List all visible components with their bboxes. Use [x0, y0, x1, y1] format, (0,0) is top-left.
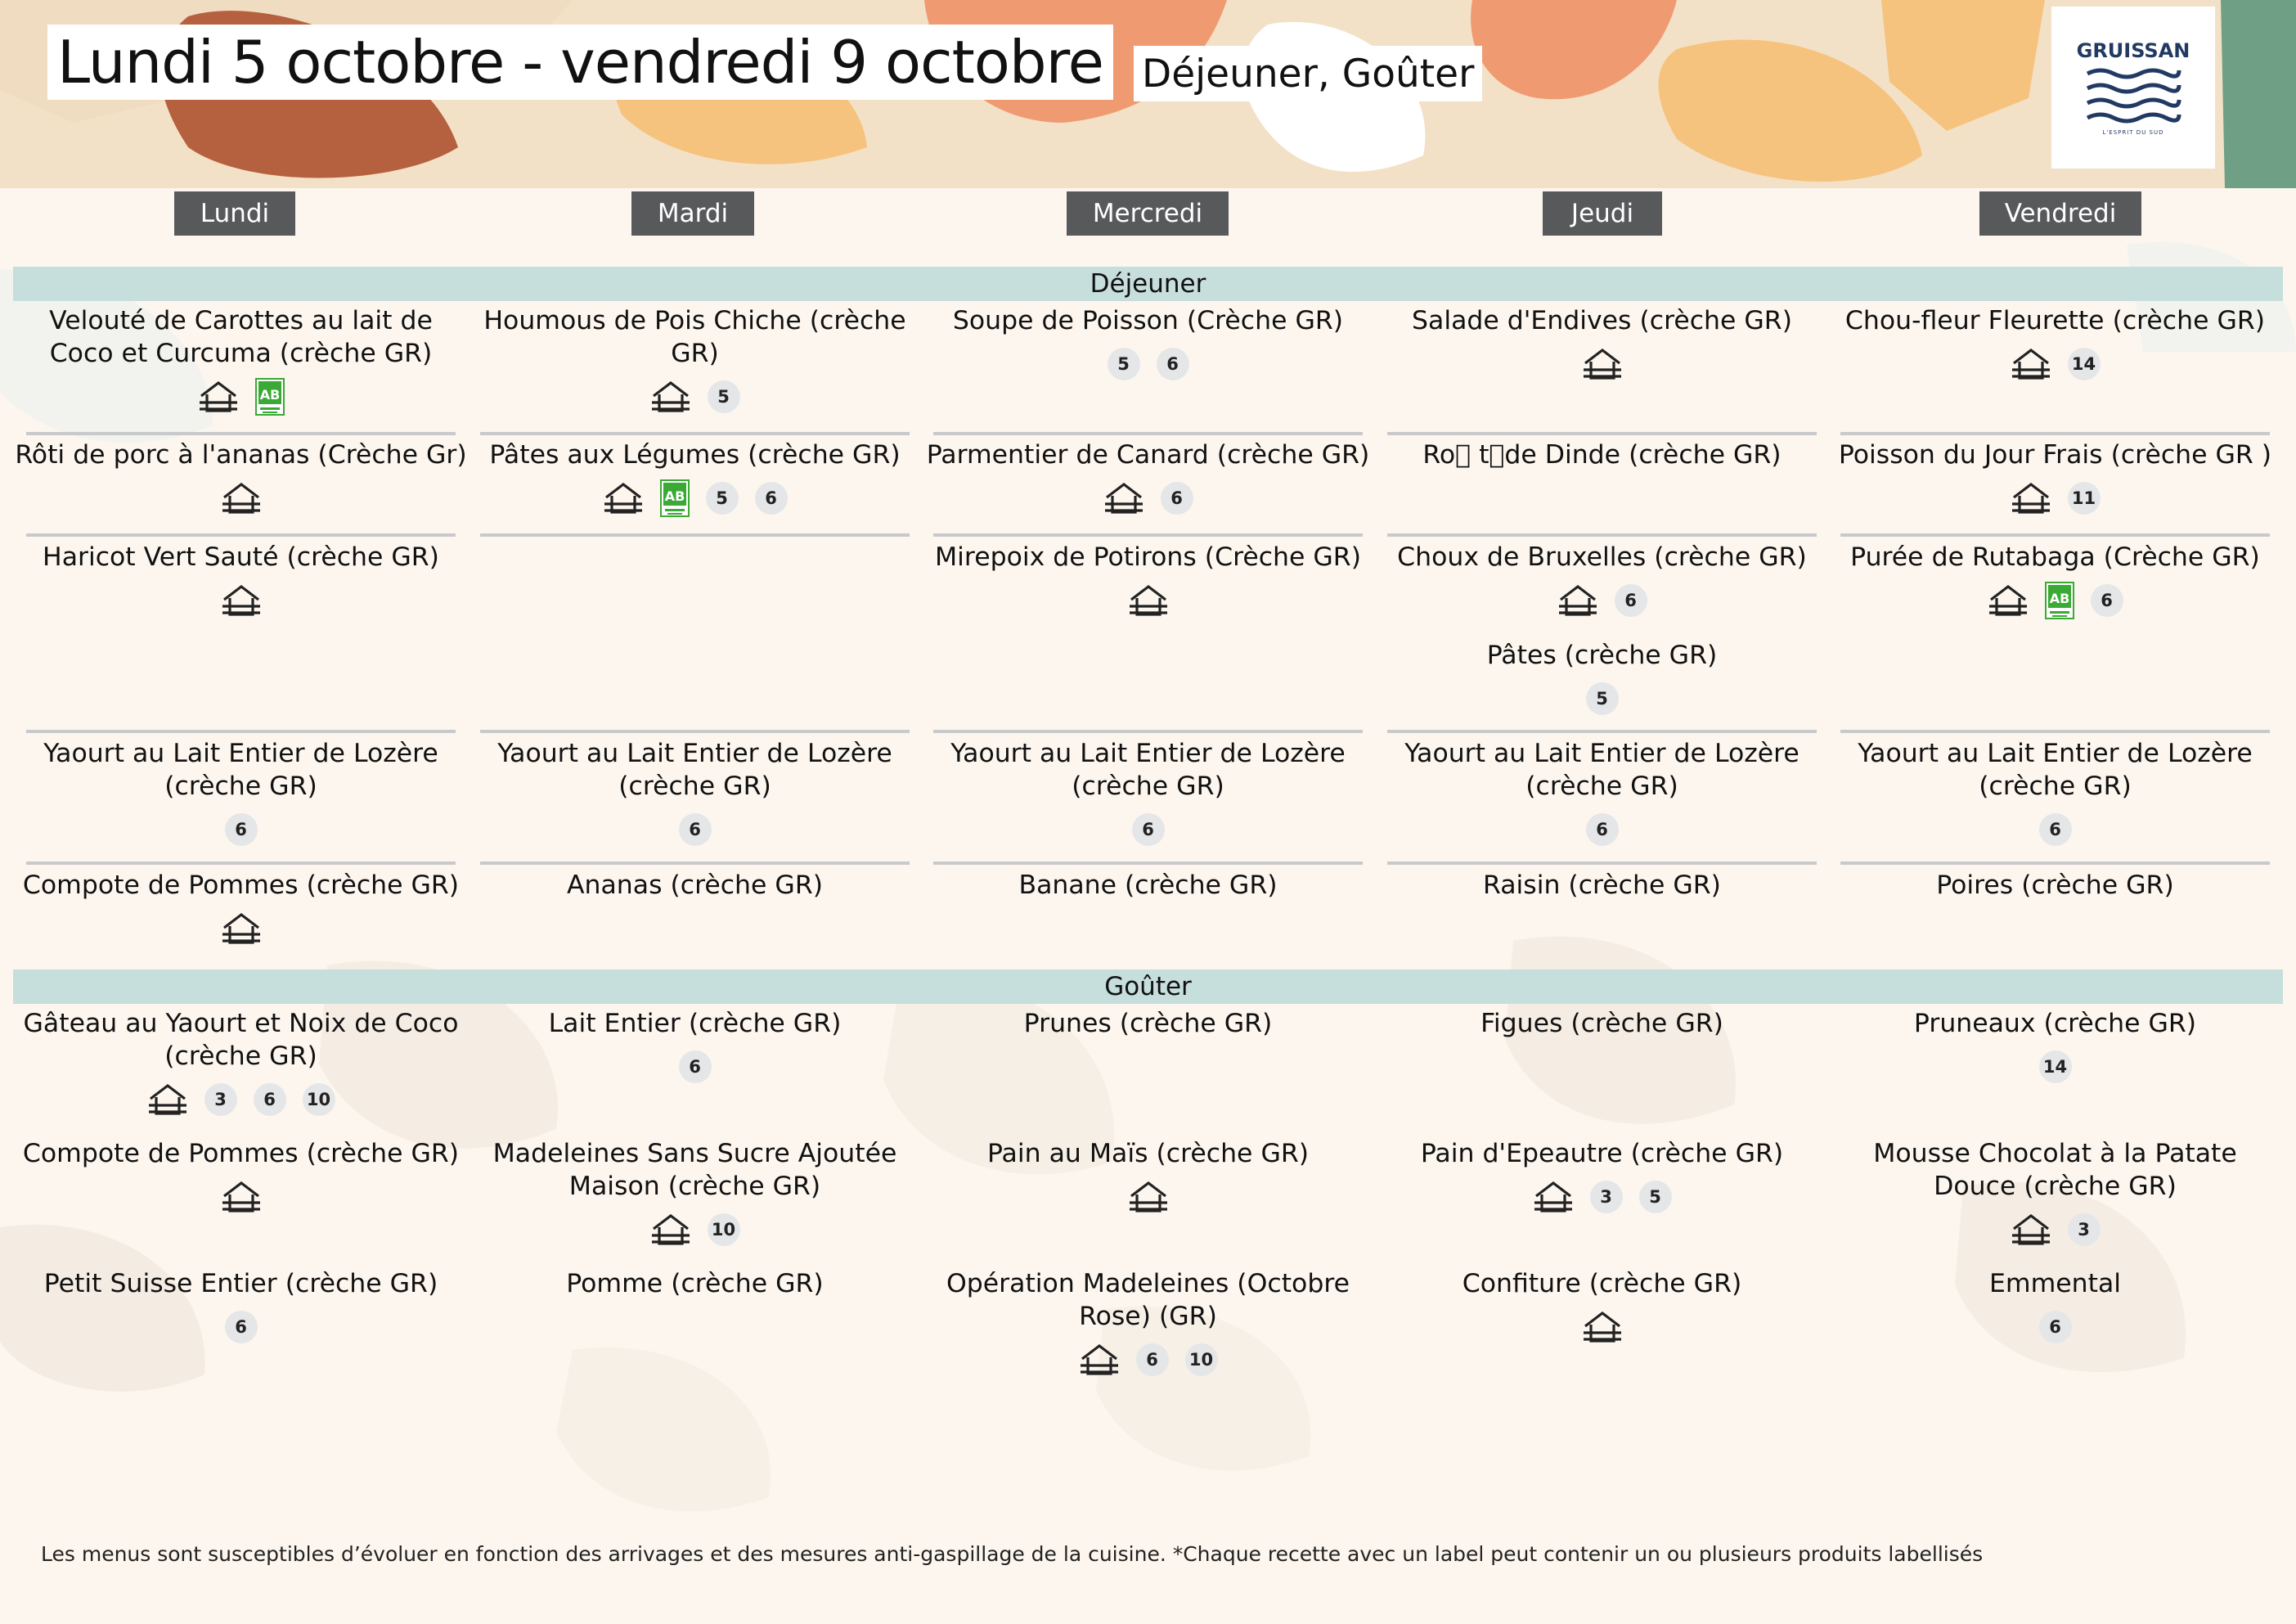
menu-item-name: Confiture (crèche GR) — [1462, 1269, 1742, 1298]
menu-item-name: Rôti de porc à l'ananas (Crèche Gr) — [15, 440, 467, 470]
allergen-badge: 5 — [1108, 348, 1140, 380]
svg-text:AB: AB — [664, 488, 685, 504]
label-icons — [1829, 1045, 2281, 1089]
menu-item-d-ven-5 — [1829, 869, 2281, 902]
label-icons — [922, 1175, 1374, 1219]
homemade-icon — [2011, 1211, 2051, 1248]
menu-item-d-jeu-1 — [1376, 304, 1828, 386]
menu-item-d-mar-1 — [469, 304, 921, 419]
menu-item-g-jeu-3 — [1376, 1267, 1828, 1349]
menu-item-g-lun-1 — [15, 1007, 467, 1122]
menu-item-name: Choux de Bruxelles (crèche GR) — [1397, 542, 1807, 572]
menu-item-g-mar-1 — [469, 1007, 921, 1089]
label-icons — [469, 1045, 921, 1089]
menu-item-name: Poisson du Jour Frais (crèche GR ) — [1838, 440, 2272, 470]
menu-item-name: Lait Entier (crèche GR) — [548, 1009, 842, 1038]
menu-item-d-lun-4 — [15, 737, 467, 852]
label-icons — [15, 808, 467, 852]
day-header-mercredi: Mercredi — [1067, 191, 1229, 236]
menu-item-g-jeu-1 — [1376, 1007, 1828, 1040]
allergen-badge: 5 — [1639, 1181, 1672, 1213]
label-icons — [15, 578, 467, 623]
menu-item-d-lun-2 — [15, 439, 467, 520]
label-icons — [1829, 1208, 2281, 1252]
homemade-icon — [1988, 582, 2029, 619]
allergen-badge: 11 — [2068, 482, 2101, 515]
menu-item-name: Purée de Rutabaga (Crèche GR) — [1850, 542, 2260, 572]
menu-item-d-jeu-3 — [1376, 541, 1828, 623]
menu-item-d-mar-2 — [469, 439, 921, 520]
menu-item-g-lun-3 — [15, 1267, 467, 1349]
label-icons — [922, 342, 1374, 386]
homemade-icon — [221, 910, 262, 947]
menu-item-d-jeu-2 — [1376, 439, 1828, 471]
day-header-lundi: Lundi — [174, 191, 295, 236]
menu-item-d-mar-4 — [469, 737, 921, 852]
allergen-badge: 6 — [679, 813, 712, 846]
label-icons — [15, 906, 467, 951]
label-icons — [1829, 476, 2281, 520]
homemade-icon — [1128, 582, 1169, 619]
menu-item-name: Raisin (crèche GR) — [1483, 870, 1721, 900]
homemade-icon — [1079, 1341, 1120, 1379]
label-icons — [15, 476, 467, 520]
menu-item-name: Opération Madeleines (Octobre Rose) (GR) — [946, 1269, 1350, 1331]
organic-ab-icon — [255, 378, 285, 416]
logo-text: GRUISSAN — [2076, 39, 2190, 62]
svg-text:AB: AB — [2049, 591, 2069, 606]
menu-item-name: Pain d'Epeautre (crèche GR) — [1420, 1139, 1784, 1168]
menu-item-d-mer-3 — [922, 541, 1374, 623]
allergen-badge: 6 — [225, 813, 258, 846]
label-icons — [1376, 808, 1828, 852]
label-icons — [1829, 342, 2281, 386]
menu-item-name: Yaourt au Lait Entier de Lozère (crèche GR) — [43, 739, 438, 801]
menu-item-name: Banane (crèche GR) — [1018, 870, 1278, 900]
menu-item-name: Pruneaux (crèche GR) — [1913, 1009, 2197, 1038]
label-icons — [1376, 677, 1828, 721]
menu-item-name: Figues (crèche GR) — [1480, 1009, 1723, 1038]
menu-item-name: Pâtes (crèche GR) — [1486, 641, 1718, 670]
menu-item-d-ven-3 — [1829, 541, 2281, 623]
allergen-badge: 6 — [2091, 584, 2123, 617]
menu-item-name: Mirepoix de Potirons (Crèche GR) — [935, 542, 1361, 572]
menu-item-name: Compote de Pommes (crèche GR) — [22, 870, 460, 900]
label-icons — [1376, 1175, 1828, 1219]
menu-item-g-mar-3 — [469, 1267, 921, 1300]
menu-item-name: Emmental — [1988, 1269, 2122, 1298]
menu-item-g-mer-2 — [922, 1137, 1374, 1219]
menu-item-d-lun-3 — [15, 541, 467, 623]
menu-item-name: Houmous de Pois Chiche (crèche GR) — [483, 306, 906, 368]
label-icons — [469, 808, 921, 852]
menu-item-name: Yaourt au Lait Entier de Lozère (crèche GR) — [950, 739, 1346, 801]
menu-item-name: Yaourt au Lait Entier de Lozère (crèche GR) — [497, 739, 892, 801]
homemade-icon — [221, 582, 262, 619]
label-icons — [469, 375, 921, 419]
section-dejeuner: Déjeuner — [13, 267, 2283, 301]
label-icons — [1829, 808, 2281, 852]
menu-item-d-jeu-5 — [1376, 869, 1828, 902]
allergen-badge: 3 — [2068, 1213, 2101, 1246]
allergen-badge: 14 — [2068, 348, 2101, 380]
homemade-icon — [1103, 479, 1144, 517]
allergen-badge: 6 — [1615, 584, 1647, 617]
menu-item-name: Compote de Pommes (crèche GR) — [22, 1139, 460, 1168]
allergen-badge: 10 — [1185, 1343, 1218, 1376]
homemade-icon — [221, 479, 262, 517]
label-icons — [922, 1338, 1374, 1382]
label-icons — [922, 808, 1374, 852]
homemade-icon — [1533, 1178, 1574, 1216]
menu-item-g-lun-2 — [15, 1137, 467, 1219]
menu-item-d-ven-2 — [1829, 439, 2281, 520]
homemade-icon — [221, 1178, 262, 1216]
menu-item-name: Mousse Chocolat à la Patate Douce (crèche GR) — [1873, 1139, 2237, 1201]
organic-ab-icon — [2045, 582, 2074, 619]
allergen-badge: 6 — [1132, 813, 1165, 846]
homemade-icon — [1128, 1178, 1169, 1216]
menu-item-g-mer-3 — [922, 1267, 1374, 1382]
homemade-icon — [650, 1211, 691, 1248]
allergen-badge: 6 — [1161, 482, 1193, 515]
label-icons — [15, 375, 467, 419]
menu-item-name: Prunes (crèche GR) — [1023, 1009, 1273, 1038]
menu-item-name: Pâtes aux Légumes (crèche GR) — [489, 440, 901, 470]
homemade-icon — [2011, 345, 2051, 383]
allergen-badge: 6 — [254, 1083, 286, 1116]
menu-item-g-ven-3 — [1829, 1267, 2281, 1349]
menu-item-g-ven-2 — [1829, 1137, 2281, 1252]
allergen-badge: 10 — [708, 1213, 740, 1246]
menu-item-name: Poires (crèche GR) — [1936, 870, 2174, 900]
day-header-mardi: Mardi — [631, 191, 754, 236]
allergen-badge: 3 — [204, 1083, 237, 1116]
label-icons — [1376, 1305, 1828, 1349]
menu-item-name: Salade d'Endives (crèche GR) — [1412, 306, 1792, 335]
menu-item-name: Ro  t de Dinde (crèche GR) — [1422, 440, 1782, 470]
day-header-jeudi: Jeudi — [1543, 191, 1662, 236]
menu-item-name: Madeleines Sans Sucre Ajoutée Maison (crèche GR) — [492, 1139, 897, 1201]
allergen-badge: 6 — [679, 1050, 712, 1083]
menu-item-name: Haricot Vert Sauté (crèche GR) — [43, 542, 439, 572]
page-title: Lundi 5 octobre - vendredi 9 octobre — [57, 28, 1103, 97]
menu-item-name: Parmentier de Canard (crèche GR) — [926, 440, 1370, 470]
menu-item-name: Petit Suisse Entier (crèche GR) — [43, 1269, 438, 1298]
allergen-badge: 3 — [1590, 1181, 1623, 1213]
label-icons — [922, 476, 1374, 520]
homemade-icon — [650, 378, 691, 416]
menu-item-g-ven-1 — [1829, 1007, 2281, 1089]
footer-note: Les menus sont susceptibles d’évoluer en fonction des arrivages et des mesures anti-gaspillage de la cuisine. *Chaque recette avec un label peut contenir un ou plusieurs produits labellisés — [41, 1542, 1984, 1566]
label-icons — [15, 1077, 467, 1122]
menu-item-d-ven-4 — [1829, 737, 2281, 852]
allergen-badge: 6 — [1586, 813, 1619, 846]
homemade-icon — [147, 1081, 188, 1118]
label-icons — [1829, 578, 2281, 623]
label-icons — [469, 1208, 921, 1252]
menu-item-d-lun-5 — [15, 869, 467, 951]
label-icons — [1376, 342, 1828, 386]
allergen-badge: 6 — [225, 1311, 258, 1343]
allergen-badge: 5 — [1586, 682, 1619, 715]
menu-item-d-mer-2 — [922, 439, 1374, 520]
svg-text:AB: AB — [259, 387, 280, 403]
menu-item-name: Chou-fleur Fleurette (crèche GR) — [1844, 306, 2266, 335]
allergen-badge: 6 — [755, 482, 788, 515]
allergen-badge: 5 — [708, 380, 740, 413]
allergen-badge: 10 — [303, 1083, 335, 1116]
homemade-icon — [2011, 479, 2051, 517]
menu-item-name: Yaourt au Lait Entier de Lozère (crèche GR) — [1858, 739, 2253, 801]
menu-item-name: Soupe de Poisson (Crèche GR) — [952, 306, 1344, 335]
label-icons — [1376, 578, 1828, 623]
label-icons — [15, 1305, 467, 1349]
label-icons — [1829, 1305, 2281, 1349]
allergen-badge: 14 — [2039, 1050, 2072, 1083]
organic-ab-icon — [660, 479, 690, 517]
homemade-icon — [198, 378, 239, 416]
allergen-badge: 6 — [2039, 813, 2072, 846]
allergen-badge: 6 — [2039, 1311, 2072, 1343]
allergen-badge: 6 — [1136, 1343, 1169, 1376]
page-subtitle: Déjeuner, Goûter — [1142, 51, 1475, 97]
menu-item-d-mer-1 — [922, 304, 1374, 386]
label-icons — [922, 578, 1374, 623]
menu-item-name: Ananas (crèche GR) — [566, 870, 824, 900]
homemade-icon — [1582, 345, 1623, 383]
menu-item-name: Gâteau au Yaourt et Noix de Coco (crèche GR) — [23, 1009, 459, 1071]
homemade-icon — [1582, 1308, 1623, 1346]
allergen-badge: 5 — [706, 482, 739, 515]
section-gouter: Goûter — [13, 969, 2283, 1004]
menu-item-d-mar-5 — [469, 869, 921, 902]
menu-item-name: Yaourt au Lait Entier de Lozère (crèche GR) — [1404, 739, 1800, 801]
allergen-badge: 6 — [1157, 348, 1189, 380]
menu-item-d-mer-4 — [922, 737, 1374, 852]
menu-item-name: Pomme (crèche GR) — [566, 1269, 824, 1298]
label-icons — [15, 1175, 467, 1219]
menu-item-g-mer-1 — [922, 1007, 1374, 1040]
homemade-icon — [603, 479, 644, 517]
label-icons — [469, 476, 921, 520]
homemade-icon — [1557, 582, 1598, 619]
menu-item-d-lun-1 — [15, 304, 467, 419]
menu-item-name: Pain au Maïs (crèche GR) — [986, 1139, 1310, 1168]
day-header-vendredi: Vendredi — [1979, 191, 2141, 236]
menu-item-g-mar-2 — [469, 1137, 921, 1252]
logo-tagline: L'ESPRIT DU SUD — [2102, 129, 2164, 136]
menu-item-d-ven-1 — [1829, 304, 2281, 386]
menu-item-g-jeu-2 — [1376, 1137, 1828, 1219]
menu-item-d-mer-5 — [922, 869, 1374, 902]
menu-item-name: Velouté de Carottes au lait de Coco et Curcuma (crèche GR) — [49, 306, 433, 368]
menu-item-d-jeu-4 — [1376, 737, 1828, 852]
menu-item-d-jeu-3b — [1376, 639, 1828, 721]
